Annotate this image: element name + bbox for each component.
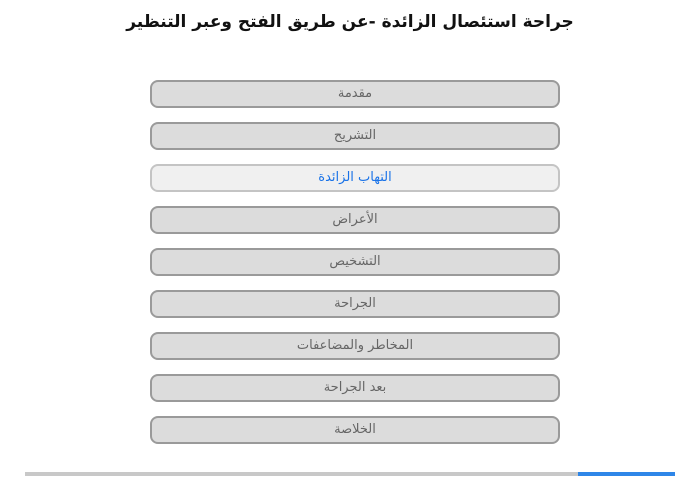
page-title: جراحة استئصال الزائدة -عن طريق الفتح وعبر التنظير (126, 12, 574, 32)
menu-item-symptoms[interactable]: الأعراض (150, 206, 560, 234)
menu-item-diagnosis[interactable]: التشخيص (150, 248, 560, 276)
progress-bar (25, 472, 675, 476)
menu-item-anatomy[interactable]: التشريح (150, 122, 560, 150)
menu-item-after-surgery[interactable]: بعد الجراحة (150, 374, 560, 402)
menu-item-surgery[interactable]: الجراحة (150, 290, 560, 318)
progress-bar-fill (578, 472, 676, 476)
menu-item-summary[interactable]: الخلاصة (150, 416, 560, 444)
menu-item-risks-complications[interactable]: المخاطر والمضاعفات (150, 332, 560, 360)
menu-item-introduction[interactable]: مقدمة (150, 80, 560, 108)
menu-item-appendicitis[interactable]: التهاب الزائدة (150, 164, 560, 192)
chapter-menu (150, 80, 560, 458)
